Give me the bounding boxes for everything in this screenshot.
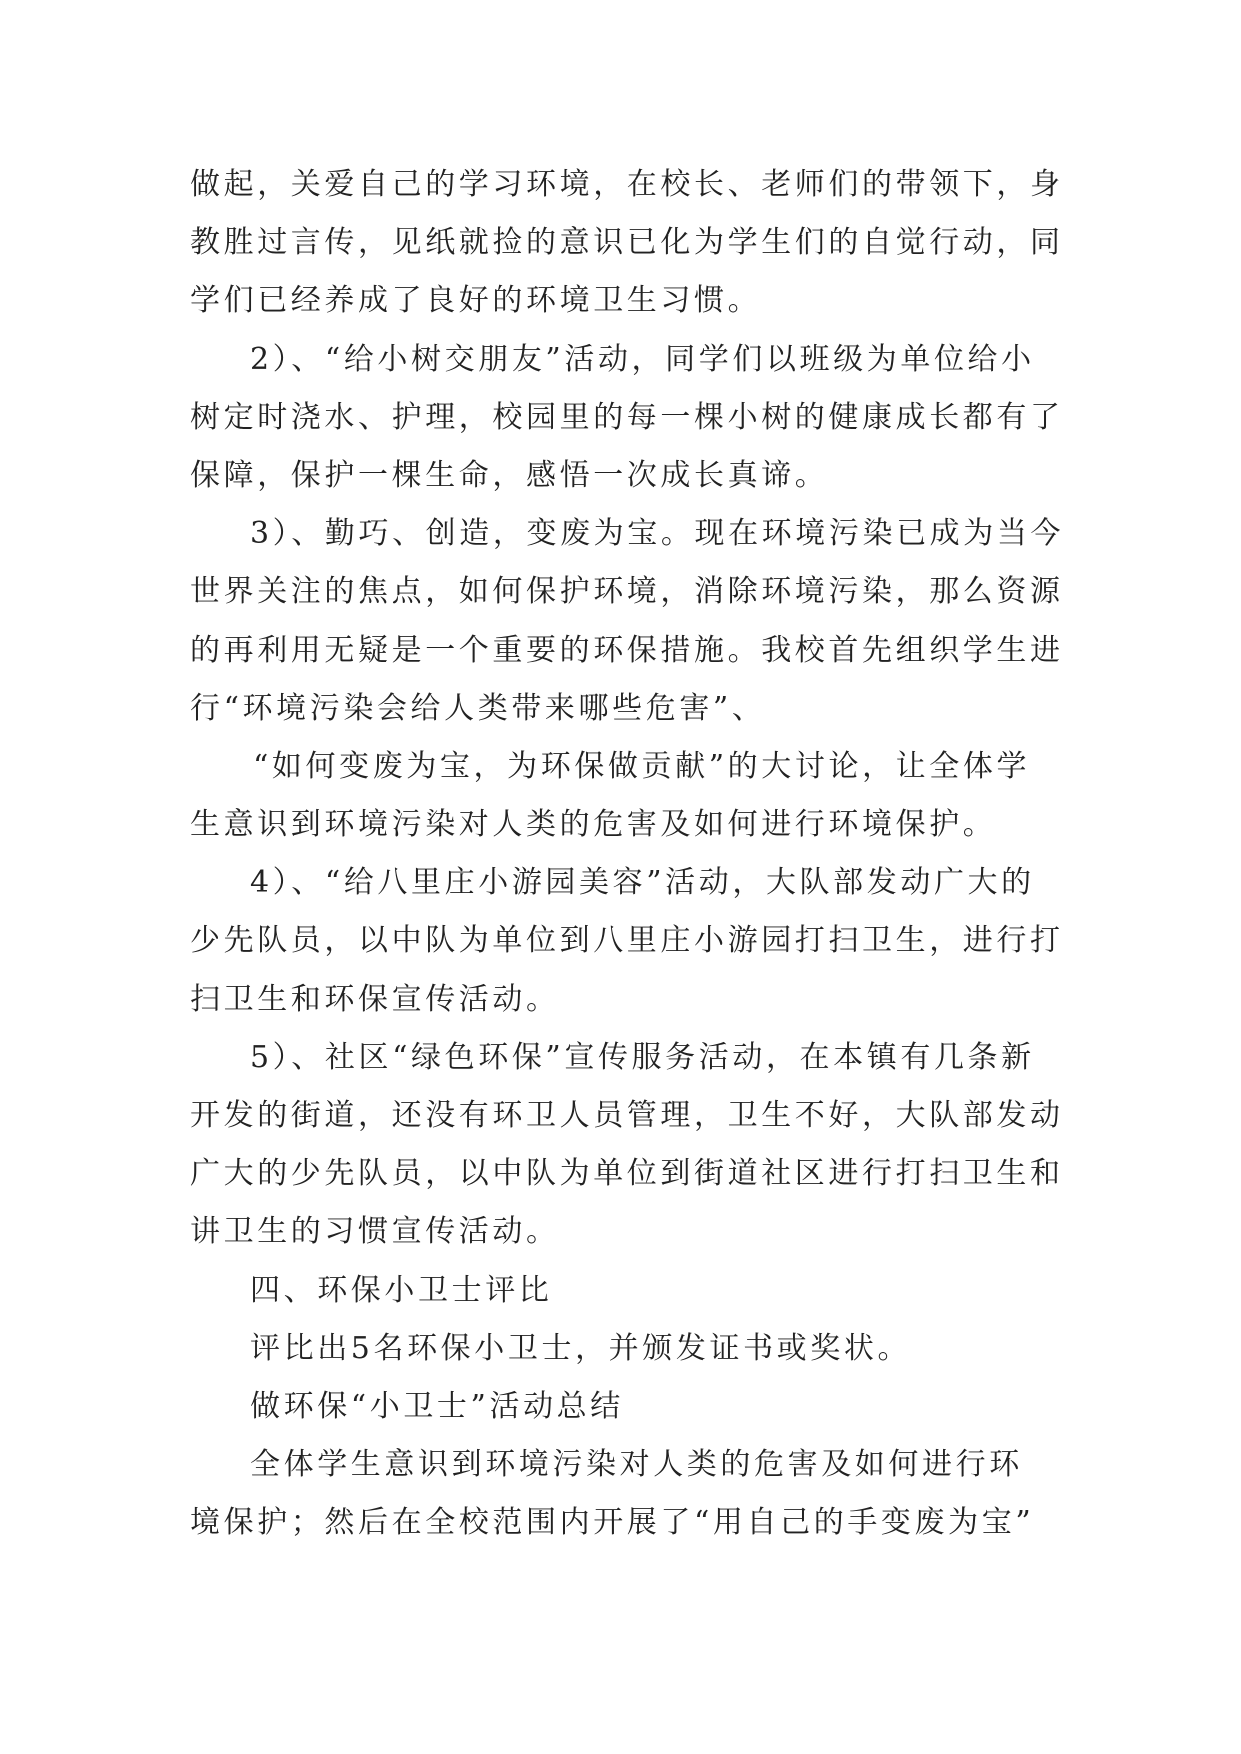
item-3-line-5: “如何变废为宝，为环保做贡献”的大讨论，让全体学 — [253, 748, 1031, 784]
item-2-line-1: 2）、“给小树交朋友”活动，同学们以班级为单位给小 — [250, 341, 1035, 377]
text-line-2: 教胜过言传，见纸就捡的意识已化为学生们的自觉行动，同 — [190, 225, 1064, 261]
section-four-text: 评比出5名环保小卫士，并颁发证书或奖状。 — [250, 1330, 912, 1366]
item-2-line-3: 保障，保护一棵生命，感悟一次成长真谛。 — [190, 457, 829, 493]
item-5-line-2: 开发的街道，还没有环卫人员管理，卫生不好，大队部发动 — [190, 1098, 1064, 1133]
summary-line-2: 境保护；然后在全校范围内开展了“用自己的手变废为宝” — [190, 1505, 1035, 1541]
item-3-line-6: 生意识到环境污染对人类的危害及如何进行环境保护。 — [190, 807, 997, 843]
item-3-line-2: 世界关注的焦点，如何保护环境，消除环境污染，那么资源 — [190, 574, 1064, 610]
item-2-line-2: 树定时浇水、护理，校园里的每一棵小树的健康成长都有了 — [190, 399, 1064, 435]
item-3-line-4: 行“环境污染会给人类带来哪些危害”、 — [190, 690, 766, 726]
summary-title: 做环保“小卫士”活动总结 — [250, 1388, 624, 1424]
document-body — [190, 156, 1065, 1553]
item-5-line-1: 5）、社区“绿色环保”宣传服务活动，在本镇有几条新 — [250, 1039, 1035, 1075]
item-4-line-1: 4）、“给八里庄小游园美容”活动，大队部发动广大的 — [250, 865, 1035, 901]
text-line-3: 学们已经养成了良好的环境卫生习惯。 — [190, 283, 762, 319]
item-3-line-3: 的再利用无疑是一个重要的环保措施。我校首先组织学生进 — [190, 632, 1064, 668]
item-4-line-3: 扫卫生和环保宣传活动。 — [190, 981, 560, 1017]
section-four-heading: 四、环保小卫士评比 — [250, 1272, 553, 1308]
text-line-1: 做起，关爱自己的学习环境，在校长、老师们的带领下，身 — [190, 167, 1064, 202]
item-5-line-3: 广大的少先队员，以中队为单位到街道社区进行打扫卫生和 — [190, 1156, 1064, 1192]
item-4-line-2: 少先队员，以中队为单位到八里庄小游园打扫卫生，进行打 — [190, 923, 1064, 959]
item-5-line-4: 讲卫生的习惯宣传活动。 — [190, 1214, 560, 1250]
summary-line-1: 全体学生意识到环境污染对人类的危害及如何进行环 — [250, 1447, 1023, 1483]
item-3-line-1: 3）、勤巧、创造，变废为宝。现在环境污染已成为当今 — [250, 516, 1065, 552]
